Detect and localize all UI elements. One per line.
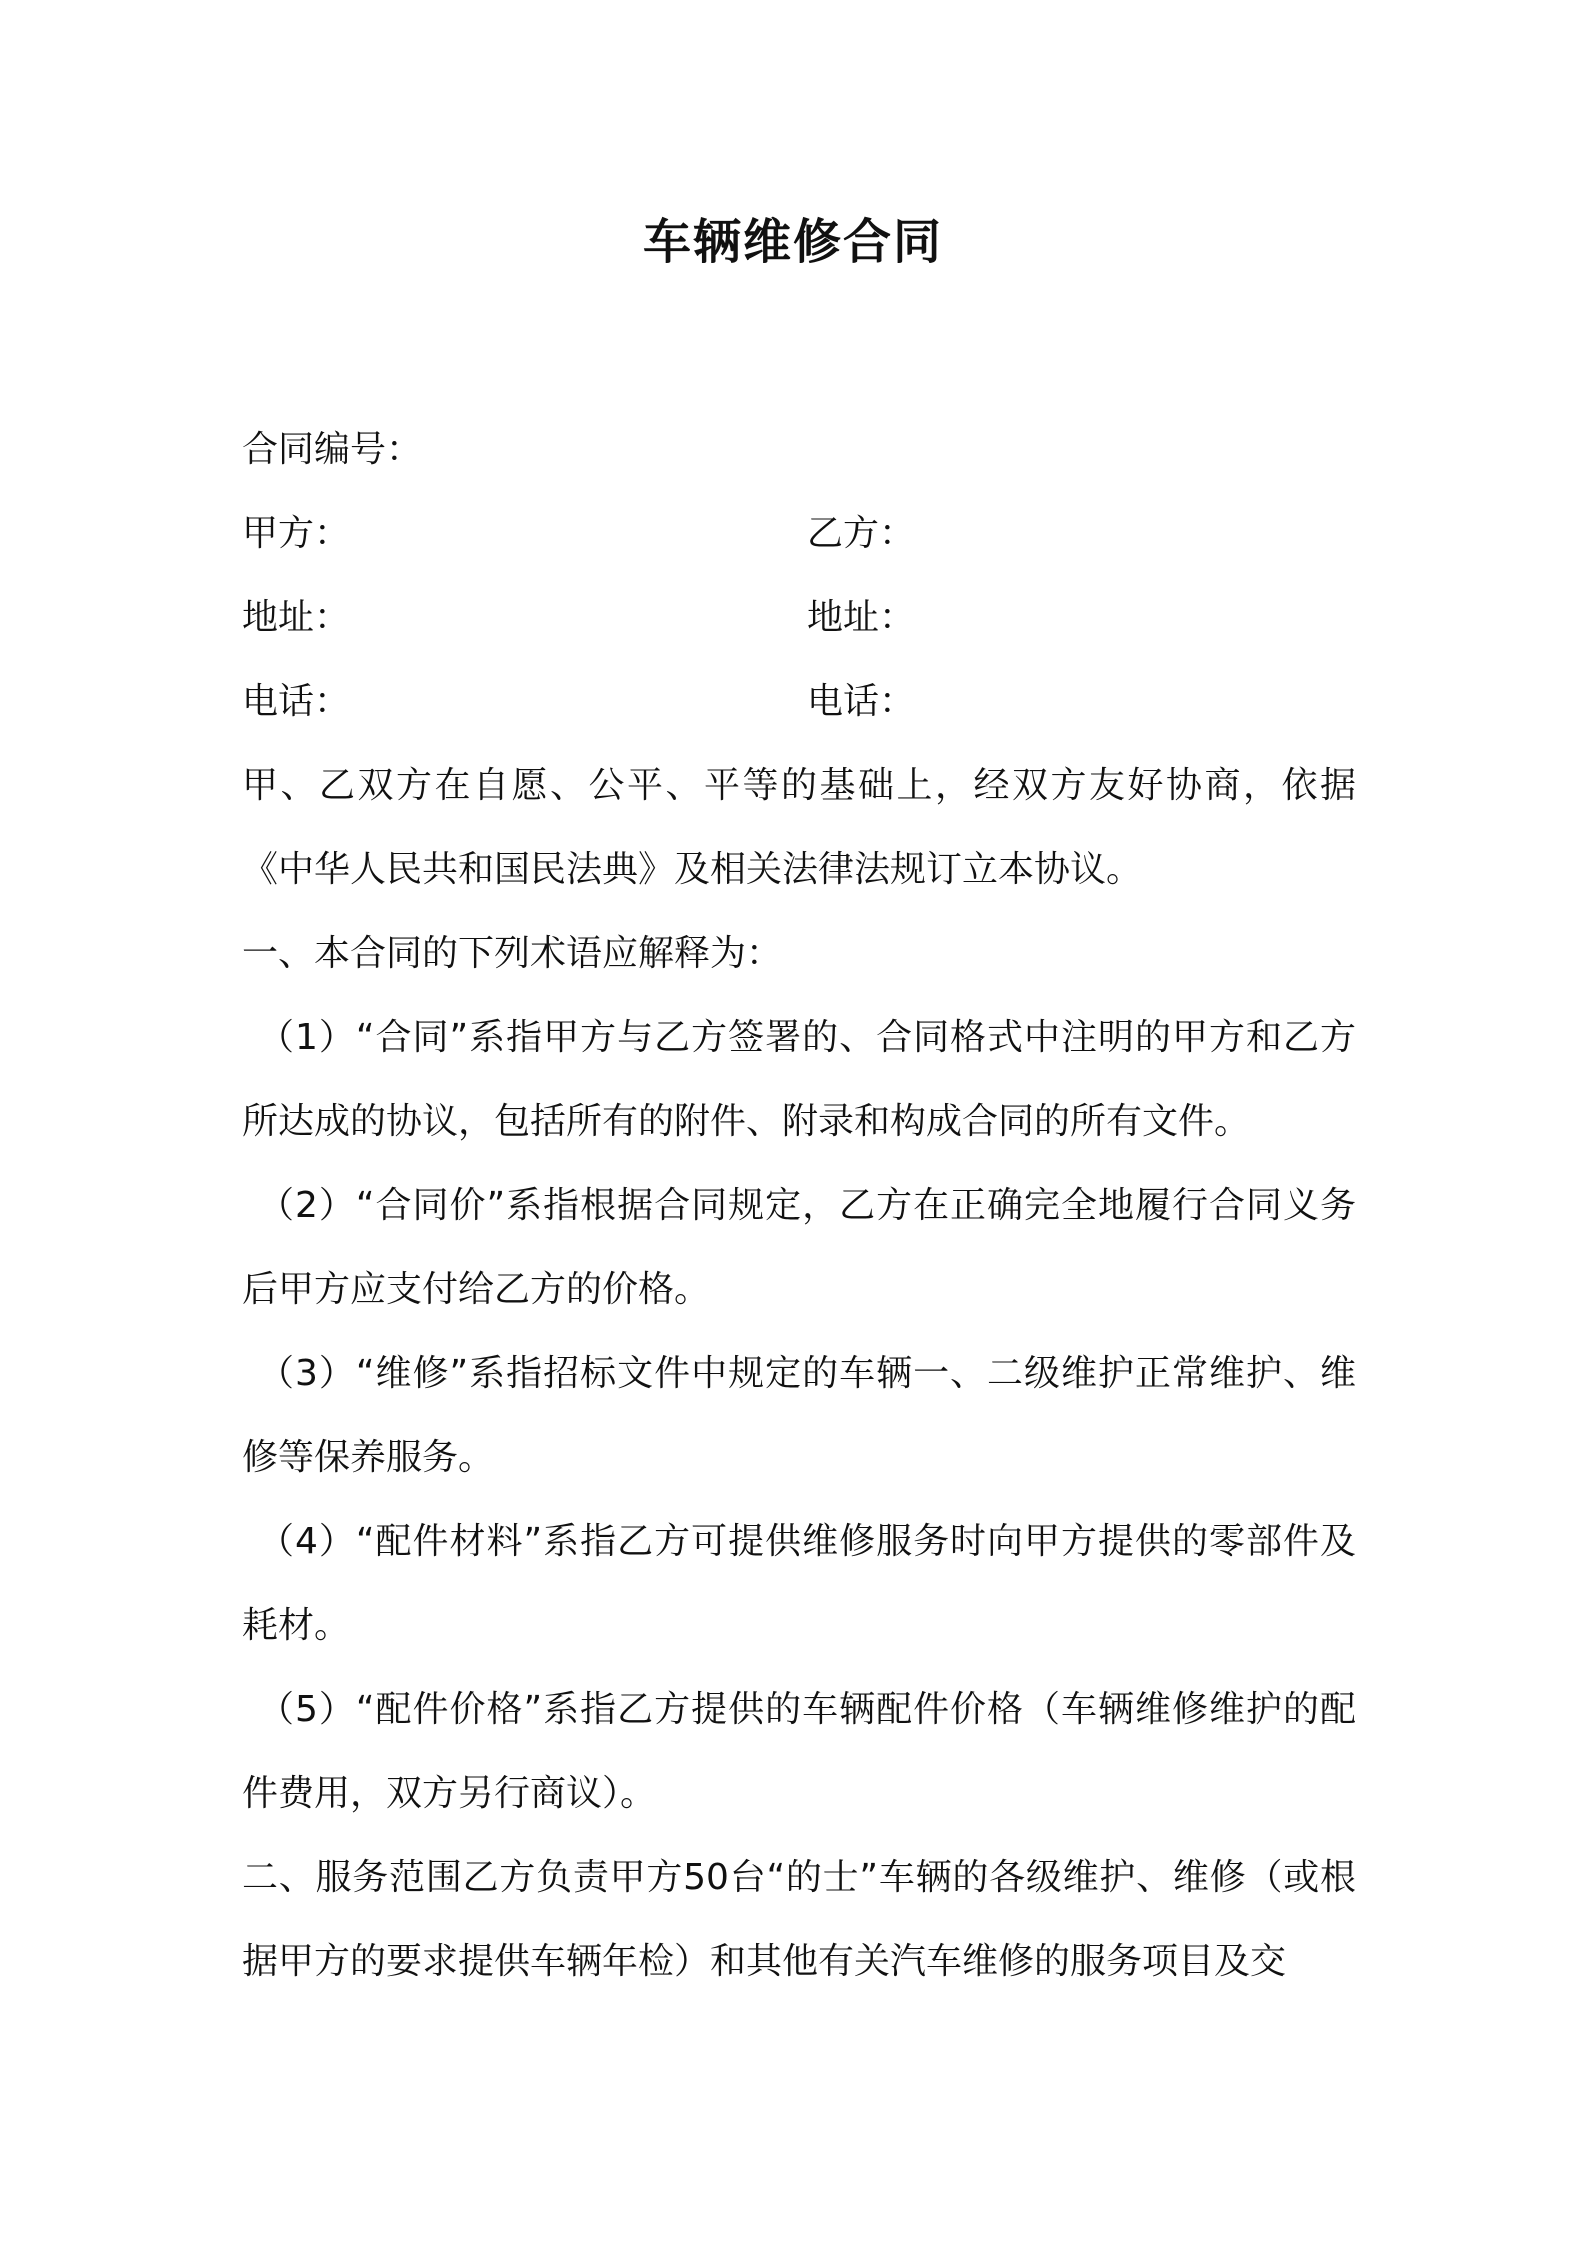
party-b-label: 乙方： — [807, 513, 916, 554]
term-2-paragraph: （2）“合同价”系指根据合同规定，乙方在正确完全地履行合同义务后甲方应支付给乙方的价格。 — [242, 1185, 1356, 1310]
section-1-heading: 一、本合同的下列术语应解释为： — [242, 933, 783, 974]
section-2-paragraph: 二、服务范围乙方负责甲方50台“的士”车辆的各级维护、维修（或根据甲方的要求提供车辆年检）和其他有关汽车维修的服务项目及交 — [242, 1857, 1356, 1982]
term-3-paragraph: （3）“维修”系指招标文件中规定的车辆一、二级维护正常维护、维修等保养服务。 — [242, 1353, 1356, 1478]
phone-a-label: 电话： — [242, 681, 351, 722]
party-a-label: 甲方： — [242, 513, 351, 554]
phone-b-label: 电话： — [807, 681, 916, 722]
address-b-label: 地址： — [807, 597, 916, 638]
term-5-paragraph: （5）“配件价格”系指乙方提供的车辆配件价格（车辆维修维护的配件费用，双方另行商议）。 — [242, 1689, 1356, 1814]
phone-row — [242, 660, 1356, 744]
preamble-paragraph: 甲、乙双方在自愿、公平、平等的基础上，经双方友好协商，依据《中华人民共和国民法典》及相关法律法规订立本协议。 — [242, 765, 1356, 890]
address-a-label: 地址： — [242, 597, 351, 638]
address-row — [242, 576, 1356, 660]
contract-number-label: 合同编号： — [242, 429, 423, 470]
party-row — [242, 492, 1356, 576]
document-title: 车辆维修合同 — [642, 214, 943, 270]
term-1-paragraph: （1）“合同”系指甲方与乙方签署的、合同格式中注明的甲方和乙方所达成的协议，包括所有的附件、附录和构成合同的所有文件。 — [242, 1017, 1356, 1142]
document-body — [242, 408, 1356, 2004]
term-4-paragraph: （4）“配件材料”系指乙方可提供维修服务时向甲方提供的零部件及耗材。 — [242, 1521, 1356, 1646]
